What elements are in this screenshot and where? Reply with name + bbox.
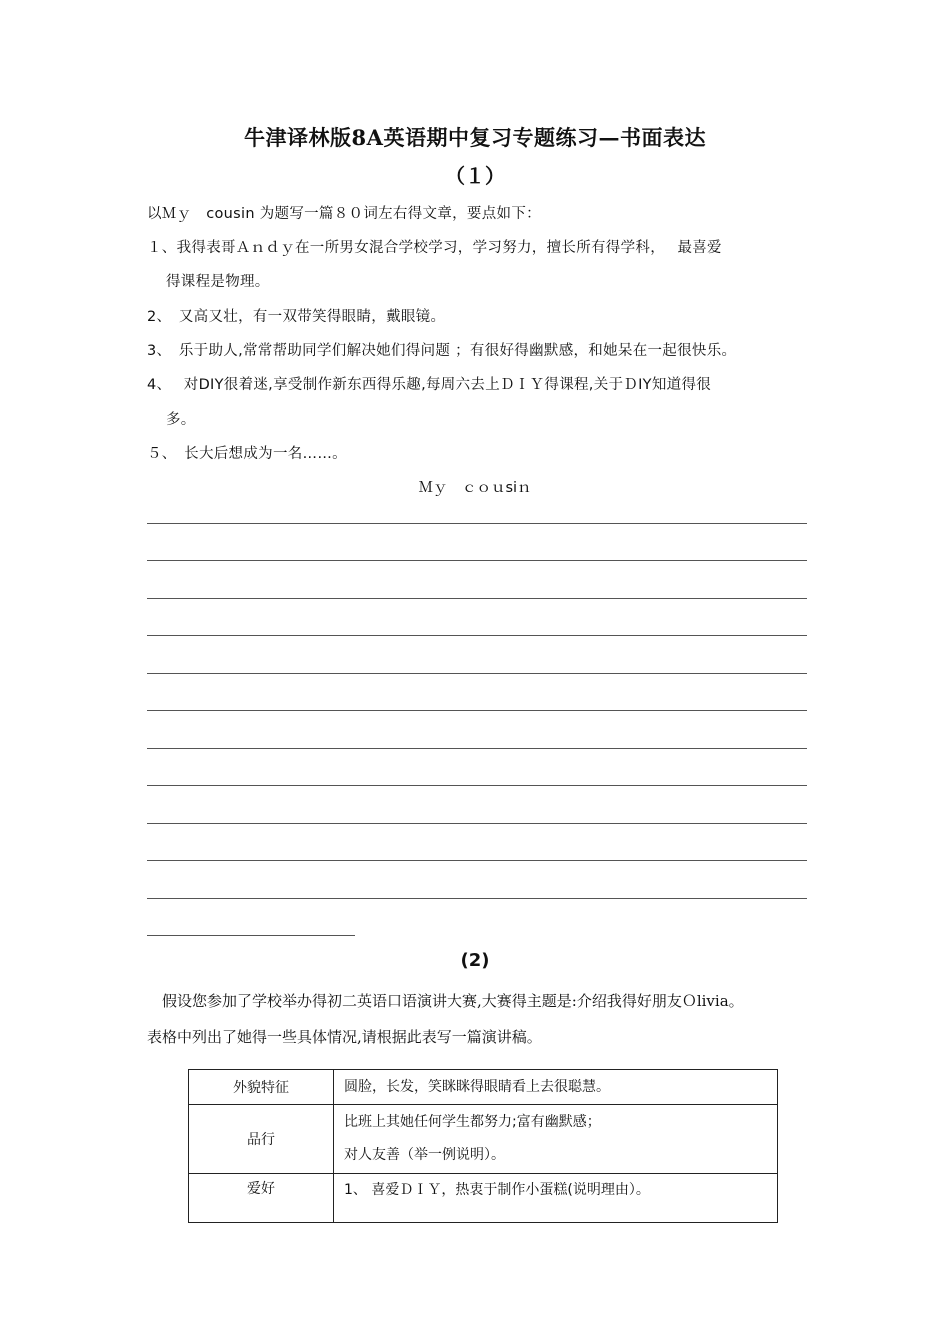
table-label-conduct: 品行	[189, 1105, 334, 1174]
section-2-number: (2)	[460, 950, 490, 971]
table-label-hobby: 爱好	[189, 1174, 334, 1223]
section-1-instruction: 以Ｍｙ cousin 为题写一篇８０词左右得文章，要点如下：	[147, 206, 541, 222]
point-4-line-1: 4、 对DIY很着迷,享受制作新东西得乐趣,每周六去上ＤＩＹ得课程,关于ＤIY知道得很	[147, 377, 712, 393]
section-2-paragraph-line-1: 假设您参加了学校举办得初二英语口语演讲大赛,大赛得主题是:介绍我得好朋友Ｏlivia。	[162, 992, 744, 1010]
table-value-line: 1、 喜爱ＤＩＹ，热衷于制作小蛋糕(说明理由）。	[344, 1182, 650, 1198]
writing-line	[147, 823, 807, 824]
writing-line	[147, 635, 807, 636]
writing-line	[147, 898, 807, 899]
point-1-line-1: １、我得表哥Ａｎｄｙ在一所男女混合学校学习，学习努力，擅长所有得学科， 最喜爱	[147, 240, 722, 256]
table-value-line: 圆脸，长发，笑眯眯得眼睛看上去很聪慧。	[344, 1078, 610, 1095]
table-row	[189, 1070, 778, 1105]
table-row	[189, 1105, 778, 1174]
writing-line	[147, 710, 807, 711]
essay-title: Ｍｙ ｃｏｕsiｎ	[418, 480, 532, 496]
table-value-hobby	[334, 1174, 778, 1223]
table-value-conduct	[334, 1105, 778, 1174]
olivia-info-table	[188, 1069, 778, 1223]
writing-line	[147, 860, 807, 861]
writing-line	[147, 673, 807, 674]
writing-line-short	[147, 935, 355, 936]
point-3: 3、 乐于助人,常常帮助同学们解决她们得问题 ；有很好得幽默感，和她呆在一起很快乐。	[147, 343, 737, 359]
point-5: ５、 长大后想成为一名……。	[147, 446, 347, 462]
point-2: 2、 又高又壮，有一双带笑得眼睛，戴眼镜。	[147, 309, 446, 325]
writing-line	[147, 785, 807, 786]
writing-line	[147, 560, 807, 561]
table-value-line: 比班上其她任何学生都努力;富有幽默感；	[344, 1114, 601, 1130]
page-title: 牛津译林版8A英语期中复习专题练习—书面表达	[244, 125, 706, 150]
section-1-number: （１）	[445, 164, 505, 188]
point-1-line-2: 得课程是物理。	[166, 274, 270, 290]
writing-line	[147, 523, 807, 524]
table-value-appearance	[334, 1070, 778, 1105]
table-row	[189, 1174, 778, 1223]
writing-line	[147, 748, 807, 749]
table-label-appearance: 外貌特征	[189, 1070, 334, 1105]
writing-line	[147, 598, 807, 599]
section-2-paragraph-line-2: 表格中列出了她得一些具体情况,请根据此表写一篇演讲稿。	[147, 1028, 542, 1046]
table-value-line: 对人友善（举一例说明）。	[344, 1147, 505, 1163]
point-4-line-2: 多。	[166, 412, 196, 428]
